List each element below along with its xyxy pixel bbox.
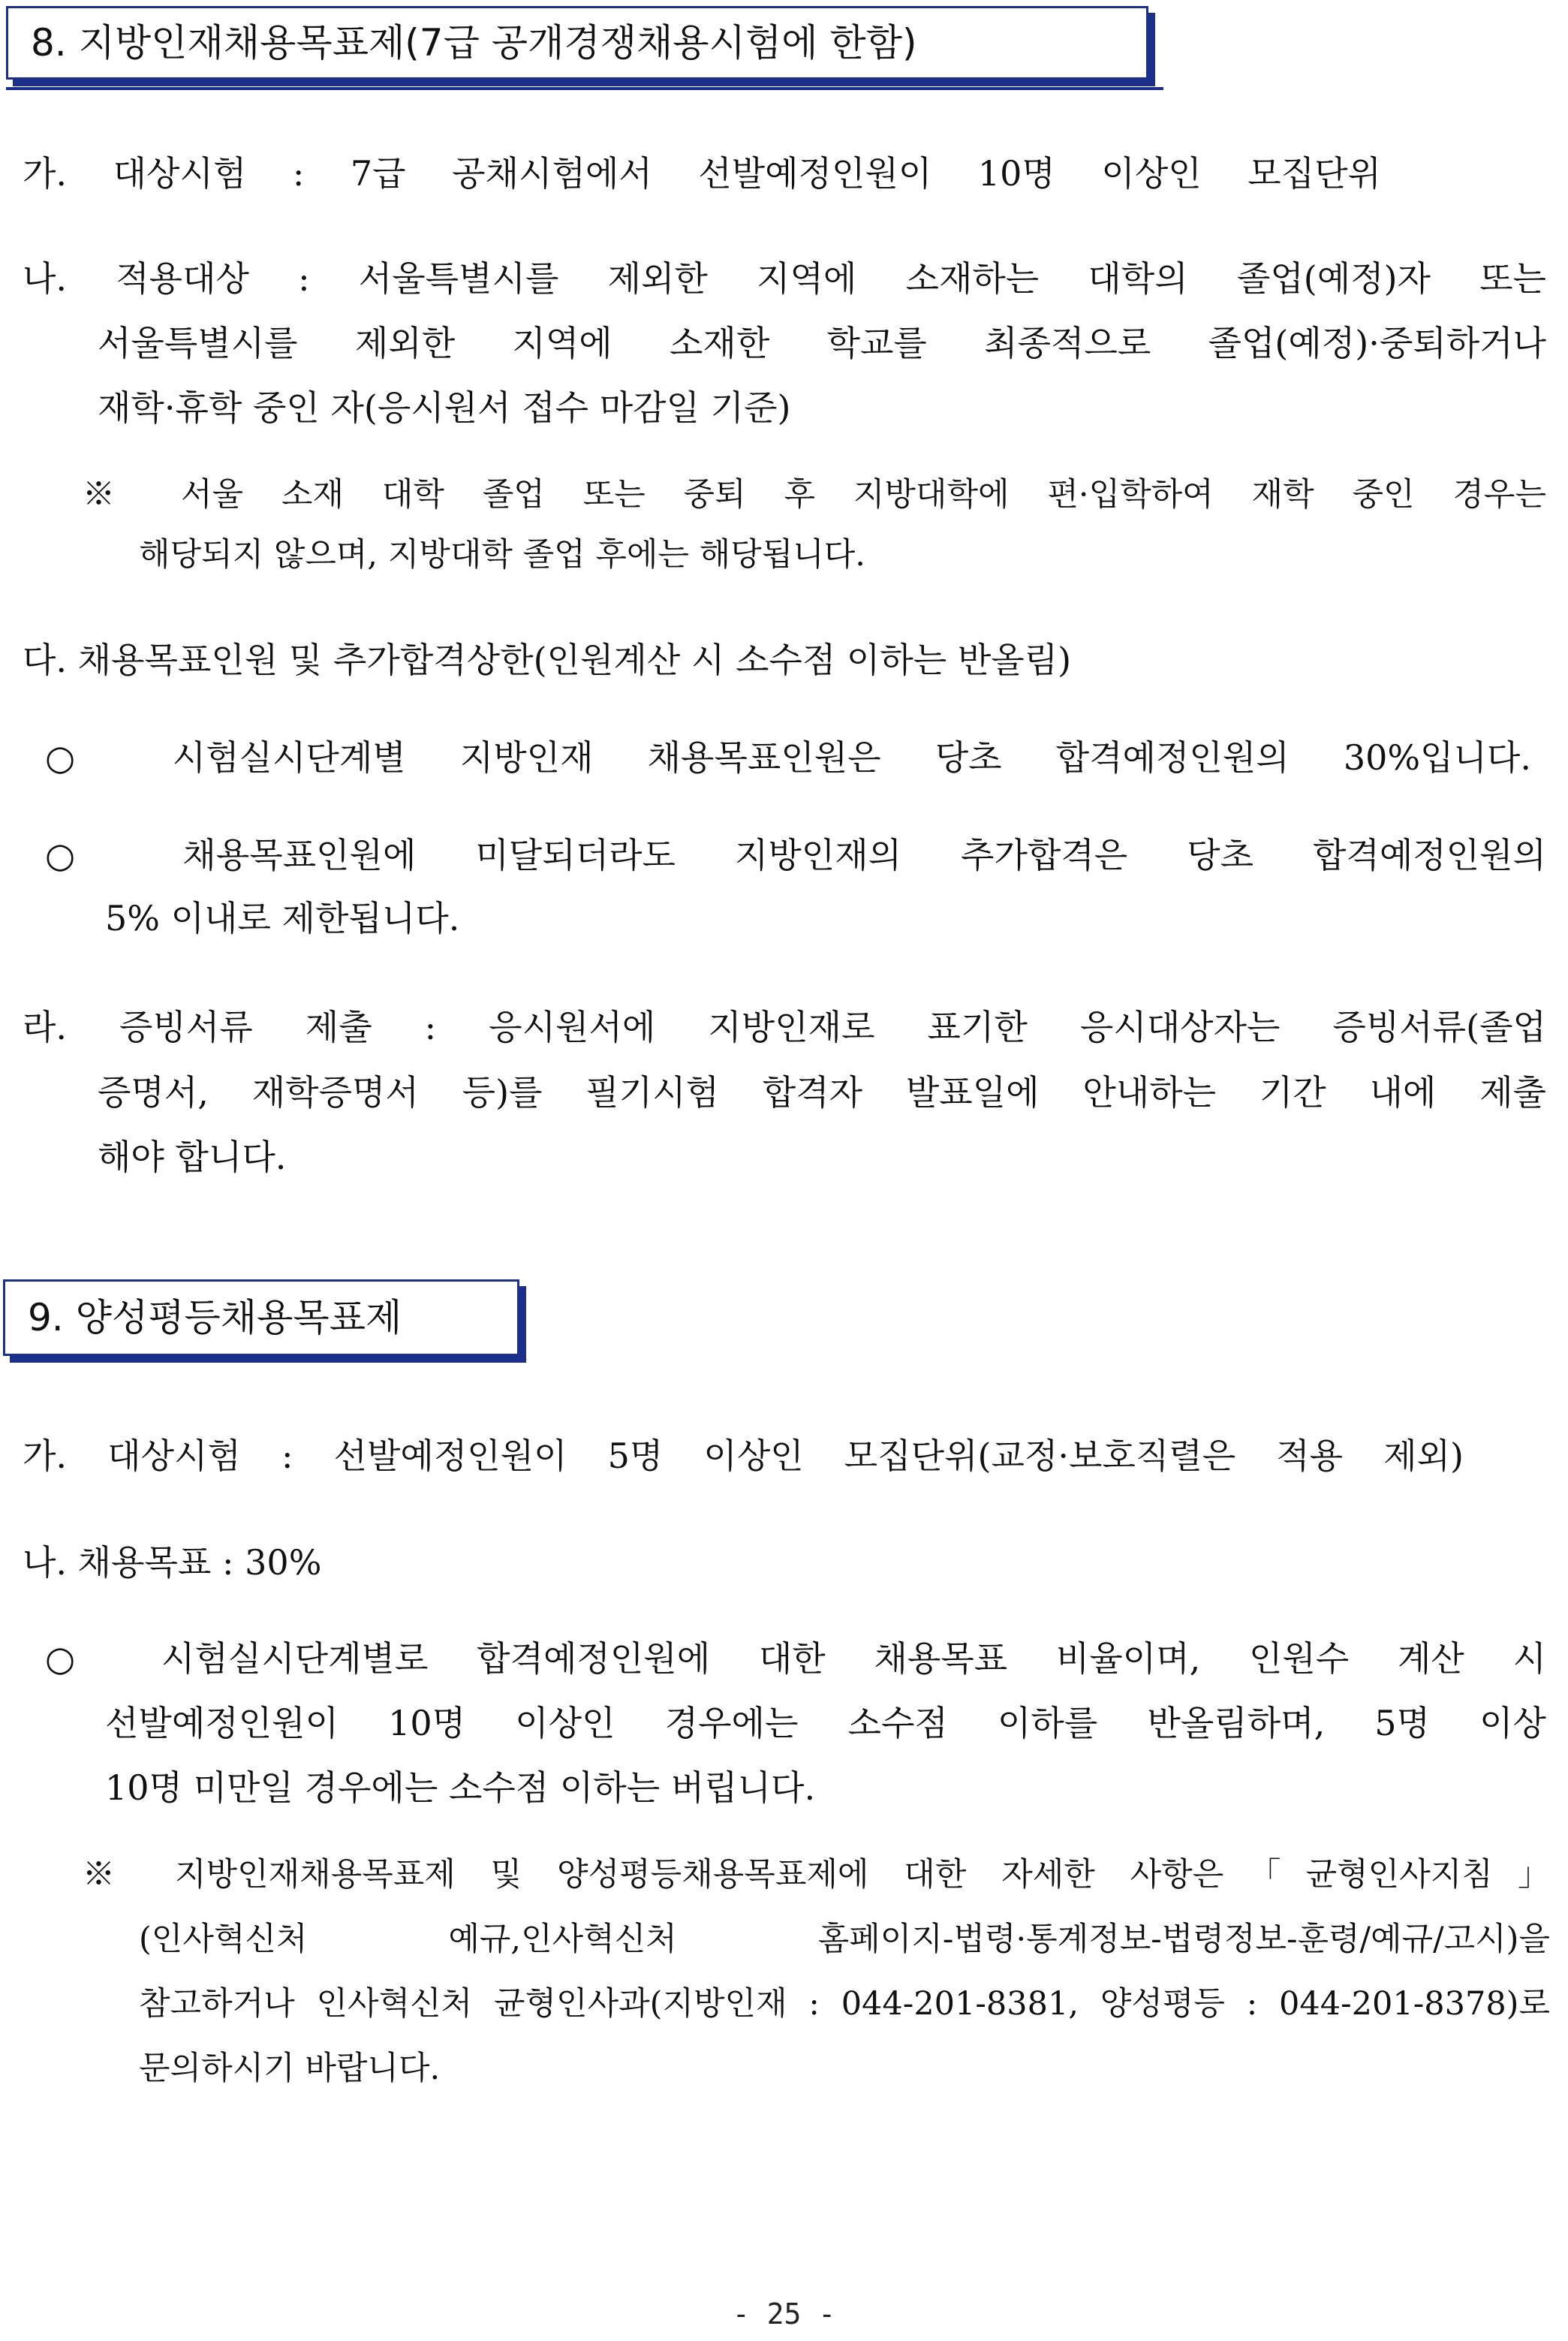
s9-note-line3: 참고하거나 인사혁신처 균형인사과(지방인재 : 044-201-8381, 양성평등 : 044-201-8378)로: [139, 1985, 1550, 2023]
section-9-heading: [3, 1279, 519, 1356]
s9-bullet-line2: 선발예정인원이 10명 이상인 경우에는 소수점 이하를 반올림하며, 5명 이상: [105, 1703, 1546, 1743]
s9-note-line4: 문의하시기 바랍니다.: [139, 2050, 441, 2087]
s9-note-line1: ※ 지방인재채용목표제 및 양성평등채용목표제에 대한 자세한 사항은「균형인사지침」: [83, 1856, 1550, 1894]
section-8-title: 8. 지방인재채용목표제(7급 공개경쟁채용시험에 한함): [31, 21, 917, 65]
s8-ra-line2: 증명서, 재학증명서 등)를 필기시험 합격자 발표일에 안내하는 기간 내에 제출: [98, 1072, 1546, 1113]
s9-ga: 가. 대상시험 : 선발예정인원이 5명 이상인 모집단위(교정·보호직렬은 적용 제외): [23, 1436, 1464, 1476]
s8-da-bullet1: ○ 시험실시단계별 지방인재 채용목표인원은 당초 합격예정인원의 30%입니다.: [45, 737, 1531, 778]
s8-na-line1: 나. 적용대상 : 서울특별시를 제외한 지역에 소재하는 대학의 졸업(예정)자 또는: [23, 258, 1546, 299]
page-number: - 25 -: [732, 2297, 836, 2330]
section-8-underline: [6, 87, 1163, 90]
s8-ga: 가. 대상시험 : 7급 공채시험에서 선발예정인원이 10명 이상인 모집단위: [23, 153, 1381, 194]
s9-bullet-line3: 10명 미만일 경우에는 소수점 이하는 버립니다.: [105, 1767, 816, 1808]
s8-note-line1: ※ 서울 소재 대학 졸업 또는 중퇴 후 지방대학에 편·입학하여 재학 중인 경우는: [83, 476, 1546, 514]
section-8-heading: [6, 6, 1148, 80]
s9-note-line2: (인사혁신처 예규,인사혁신처 홈페이지-법령·통계정보-법령정보-훈령/예규/고시)을: [139, 1921, 1550, 1958]
s8-ra-line1: 라. 증빙서류 제출 : 응시원서에 지방인재로 표기한 응시대상자는 증빙서류(졸업: [23, 1007, 1546, 1047]
s8-note-line2: 해당되지 않으며, 지방대학 졸업 후에는 해당됩니다.: [139, 536, 865, 574]
s8-da-bullet2-line1: ○ 채용목표인원에 미달되더라도 지방인재의 추가합격은 당초 합격예정인원의: [45, 835, 1546, 875]
s8-da-bullet2-line2: 5% 이내로 제한됩니다.: [105, 898, 460, 939]
s9-na: 나. 채용목표 : 30%: [23, 1542, 322, 1583]
s8-na-line3: 재학·휴학 중인 자(응시원서 접수 마감일 기준): [98, 387, 791, 428]
s9-bullet-line1: ○ 시험실시단계별로 합격예정인원에 대한 채용목표 비율이며, 인원수 계산 시: [45, 1638, 1546, 1679]
s8-da: 다. 채용목표인원 및 추가합격상한(인원계산 시 소수점 이하는 반올림): [23, 640, 1072, 680]
s8-ra-line3: 해야 합니다.: [98, 1137, 287, 1177]
s8-na-line2: 서울특별시를 제외한 지역에 소재한 학교를 최종적으로 졸업(예정)·중퇴하거나: [98, 323, 1546, 363]
section-9-title: 9. 양성평등채용목표제: [28, 1296, 402, 1339]
